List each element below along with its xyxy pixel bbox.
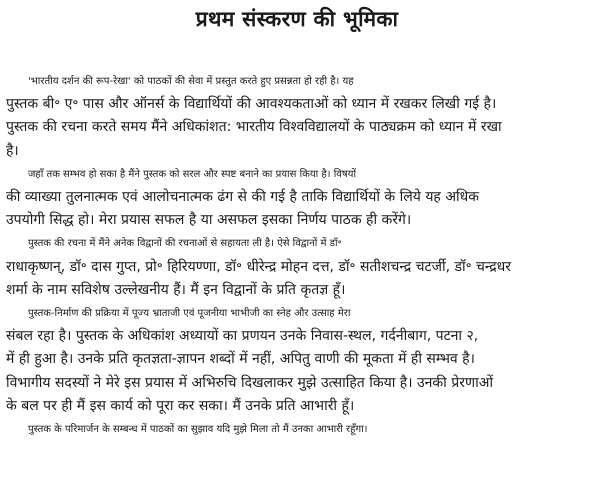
text-line: की व्याख्या तुलनात्मक एवं आलोचनात्मक ढंग से की गई है ताकि विद्यार्थियों के लिये यह अधिक xyxy=(6,189,480,206)
text-line: पुस्तक बी॰ ए॰ पास और ऑनर्स के विद्यार्थियों की आवश्यकताओं को ध्यान में रखकर लिखी गई है। xyxy=(6,96,497,113)
text-line: 'भारतीय दर्शन की रूप-रेखा' को पाठकों की सेवा में प्रस्तुत करते हुए प्रसन्नता हो रही है। यह xyxy=(28,76,354,87)
text-line: उपयोगी सिद्ध हो। मेरा प्रयास सफल है या असफल इसका निर्णय पाठक ही करेंगे। xyxy=(6,212,412,229)
text-line: पुस्तक की रचना करते समय मैंने अधिकांशत: भारतीय विश्वविद्यालयों के पाठ्यक्रम को ध्यान में रखा xyxy=(6,119,502,136)
text-line: पुस्तक की रचना में मैंने अनेक विद्वानों की रचनाओं से सहायता ली है। ऐसे विद्वानों में डॉ॰ xyxy=(28,238,342,250)
paragraph-4 xyxy=(6,302,588,418)
text-line: शर्मा के नाम सविशेष उल्लेखनीय हैं। मैं इन विद्वानों के प्रति कृतज्ञ हूँ। xyxy=(6,281,346,298)
paragraph-1 xyxy=(6,70,588,163)
text-line: के बल पर ही मैं इस कार्य को पूरा कर सका। मैं उनके प्रति आभारी हूँ। xyxy=(6,397,355,414)
paragraph-5 xyxy=(6,418,588,441)
paragraph-3 xyxy=(6,232,588,302)
text-line: विभागीय सदस्यों ने मेरे इस प्रयास में अभिरुचि दिखलाकर मुझे उत्साहित किया है। उनकी प्रेरणाओं xyxy=(6,374,494,391)
text-line: है। xyxy=(6,142,19,159)
text-line: पुस्तक के परिमार्जन के सम्बन्ध में पाठकों का सुझाव यदि मुझे मिला तो मैं उनका आभारी रहूँगा। xyxy=(28,424,368,436)
text-line: में ही हुआ है। उनके प्रति कृतज्ञता-ज्ञापन शब्दों में नहीं, अपितु वाणी की मूकता में ही सम्भव है। xyxy=(6,351,475,368)
paragraph-2 xyxy=(6,163,588,233)
text-line: संबल रहा है। पुस्तक के अधिकांश अध्यायों का प्रणयन उनके निवास-स्थल, गर्दनीबाग, पटना २, xyxy=(6,328,479,345)
text-line: पुस्तक-निर्माण की प्रक्रिया में पूज्य भ्राताजी एवं पूजनीया भाभीजी का स्नेह और उत्साह मेरा xyxy=(28,308,351,320)
text-line: जहाँ तक सम्भव हो सका है मैंने पुस्तक को सरल और स्पष्ट बनाने का प्रयास किया है। विषयों xyxy=(28,168,357,180)
text-line: राधाकृष्णन्, डॉ॰ दास गुप्त, प्रो॰ हिरियण्णा, डॉ॰ धीरेन्द्र मोहन दत्त, डॉ॰ सतीशचन्द्र चटर्जी, डॉ॰ चन्द्रधर xyxy=(6,258,512,275)
page-title: प्रथम संस्करण की भूमिका xyxy=(195,7,399,31)
